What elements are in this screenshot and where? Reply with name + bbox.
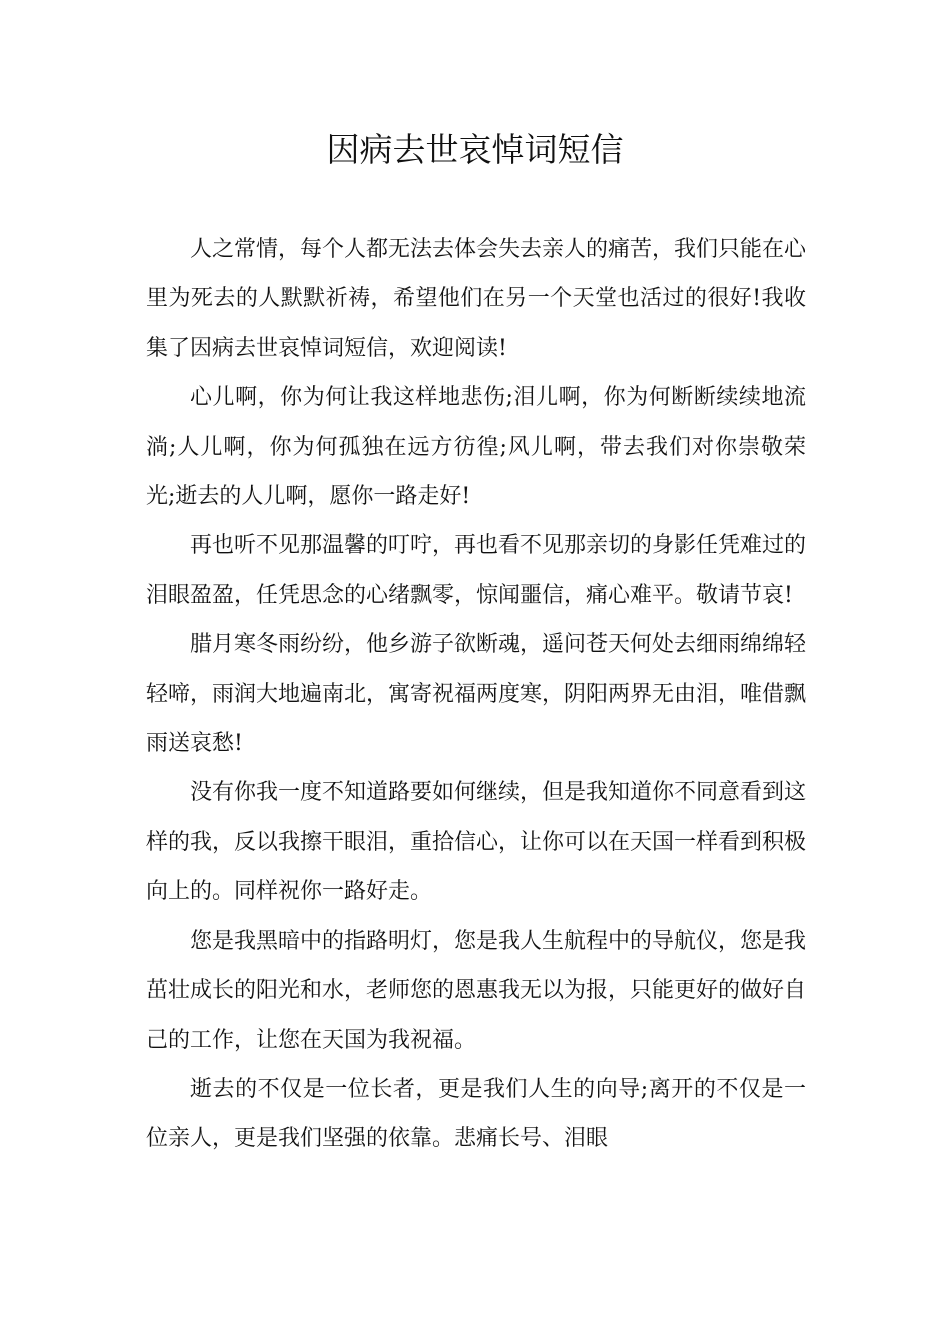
paragraph: 您是我黑暗中的指路明灯，您是我人生航程中的导航仪，您是我茁壮成长的阳光和水，老师您的恩惠我无以为报，只能更好的做好自己的工作，让您在天国为我祝福。: [146, 928, 807, 1053]
paragraph: 没有你我一度不知道路要如何继续，但是我知道你不同意看到这样的我，反以我擦干眼泪，重拾信心，让你可以在天国一样看到积极向上的。同样祝你一路好走。: [146, 780, 807, 905]
document-title: 因病去世哀悼词短信: [326, 130, 624, 169]
paragraph: 心儿啊，你为何让我这样地悲伤;泪儿啊，你为何断断续续地流淌;人儿啊，你为何孤独在远方彷徨;风儿啊，带去我们对你崇敬荣光;逝去的人儿啊，愿你一路走好!: [146, 385, 806, 510]
paragraph: 人之常情，每个人都无法去体会失去亲人的痛苦，我们只能在心里为死去的人默默祈祷，希望他们在另一个天堂也活过的很好!我收集了因病去世哀悼词短信，欢迎阅读!: [146, 237, 807, 361]
paragraph: 再也听不见那温馨的叮咛，再也看不见那亲切的身影任凭难过的泪眼盈盈，任凭思念的心绪飘零，惊闻噩信，痛心难平。敬请节哀!: [146, 533, 807, 608]
paragraph: 逝去的不仅是一位长者，更是我们人生的向导;离开的不仅是一位亲人，更是我们坚强的依靠。悲痛长号、泪眼: [146, 1076, 806, 1152]
document-body: [146, 225, 806, 1164]
paragraph: 腊月寒冬雨纷纷，他乡游子欲断魂，遥问苍天何处去细雨绵绵轻轻啼，雨润大地遍南北，寓寄祝福两度寒，阴阳两界无由泪，唯借飘雨送哀愁!: [146, 632, 807, 757]
